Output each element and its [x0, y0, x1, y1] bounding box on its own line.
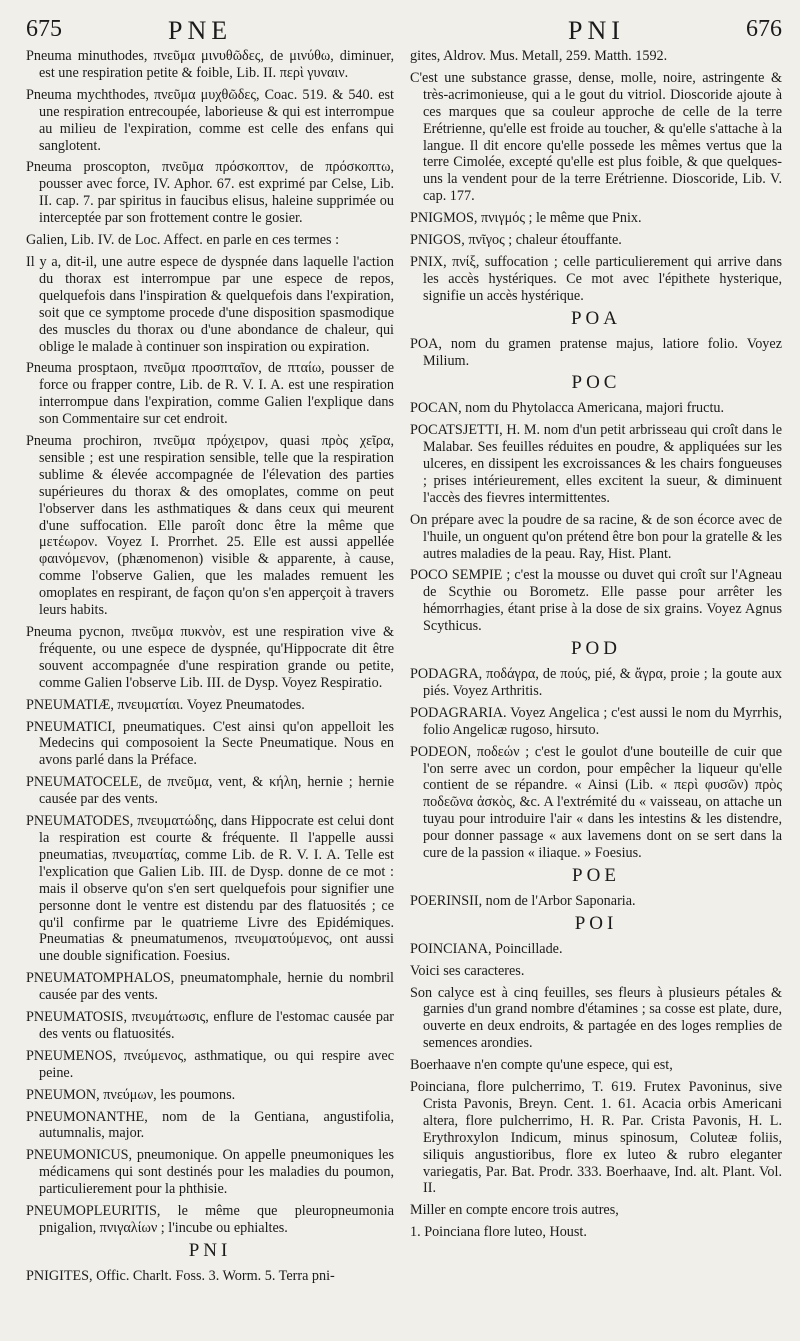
dictionary-entry: POCAN, nom du Phytolacca Americana, majori fructu. [410, 400, 725, 417]
section-letter-heading: POC [571, 372, 621, 394]
section-letter-heading: PNI [188, 1239, 232, 1261]
dictionary-entry: 1. Poinciana flore luteo, Houst. [410, 1224, 587, 1241]
dictionary-entry: PNIGMOS, πνιγμός ; le même que Pnix. [410, 210, 642, 227]
dictionary-entry: Il y a, dit-il, une autre espece de dyspnée dans laquelle l'action du thorax est interrompue par une espece de repos, quelquefois dans l'inspiration & quelquefois dans l'expiration, soit que ce symptome procede d'une disposition spasmodique des muscles du thorax ou d'une abondance de chaleur, qui oblige le malade à continuer son inspiration ou expiration. [26, 253, 394, 355]
dictionary-entry: PNIGITES, Offic. Charlt. Foss. 3. Worm. 5. Terra pni- [26, 1267, 335, 1284]
section-letter-heading: POD [570, 638, 621, 660]
dictionary-entry: PNEUMATOMPHALOS, pneumatomphale, hernie du nombril causée par des vents. [26, 970, 394, 1004]
dictionary-entry: On prépare avec la poudre de sa racine, & de son écorce avec de l'huile, un onguent qu'on prétend être bon pour la gratelle & les autres maladies de la peau. Ray, Hist. Plant. [410, 511, 782, 562]
section-letter-heading: POA [570, 307, 621, 329]
section-letter-heading: POI [574, 912, 618, 934]
right-page-number: 676 [746, 16, 782, 42]
dictionary-entry: Miller en compte encore trois autres, [410, 1202, 619, 1219]
dictionary-entry: PNEUMOPLEURITIS, le même que pleuropneumonia pnigalion, πνιγαλίων ; l'incube ou ephialtes. [26, 1203, 394, 1236]
dictionary-entry: Pneuma pycnon, πνεῦμα πυκνὸν, est une respiration vive & fréquente, ou une espece de dyspnée, qu'Hippocrate dit être souvent accompagnée d'une respiration grande ou petite, comme Galien l'observe Lib. III. de Dysp. Voyez Respiratio. [26, 624, 394, 691]
dictionary-entry: PNEUMATOCELE, de πνεῦμα, vent, & κήλη, hernie ; hernie causée par des vents. [26, 774, 394, 808]
dictionary-entry: Poinciana, flore pulcherrimo, T. 619. Frutex Pavoninus, sive Crista Pavonis, Breyn. Cent. 1. 61. Acacia orbis Americani altera, flore pulcherrimo, H. R. Par. Crista Pavonis, H. L. Erythroxylon Indicum, minus spinosum, Coluteæ foliis, siliquis angustioribus, flore ex luteo & rubro eleganter variegatis, Par. Bat. Prodr. 333. Boerhaave, Ind. alt. Plant. Vol. II. [410, 1079, 782, 1197]
dictionary-entry: POCATSJETTI, H. M. nom d'un petit arbrisseau qui croît dans le Malabar. Ses feuilles réduites en poudre, & appliquées sur les ulceres, en dissipent les excroissances & les chairs fongueuses ; prises intérieurement, elles excitent la sueur, & diminuent l'accès des fievres intermittentes. [410, 422, 782, 506]
left-page-number: 675 [26, 16, 62, 42]
dictionary-entry: PODAGRA, ποδάγρα, de πούς, pié, & ἄγρα, proie ; la goute aux piés. Voyez Arthritis. [410, 666, 782, 699]
dictionary-entry: Boerhaave n'en compte qu'une espece, qui est, [410, 1057, 673, 1074]
dictionary-entry: PNEUMONANTHE, nom de la Gentiana, angustifolia, autumnalis, major. [26, 1108, 394, 1142]
left-text-column [26, 48, 394, 1290]
right-text-column [410, 48, 782, 1246]
dictionary-entry: PNEUMATIÆ, πνευματίαι. Voyez Pneumatodes. [26, 696, 305, 713]
left-running-head: PNE [168, 16, 233, 45]
dictionary-entry: PNEUMATODES, πνευματώδης, dans Hippocrate est celui dont la respiration est courte & fréquente. Il l'appelle aussi pneumatias, πνευματίας, comme Lib. de R. V. I. A. Telle est l'explication que Galien Lib. III. de Dysp. donne de ce mot : mais il observe qu'on s'en sert quelquefois pour signifier une personne dont le ventre est distendu par des flatuosités ; ce qu'il confirme par le quatrieme Livre des Epidémiques. Pneumatias & pneumatumenos, πνευματούμενος, ont aussi une double signification. Foesius. [26, 813, 394, 965]
dictionary-entry: PNEUMENOS, πνεύμενος, asthmatique, ou qui respire avec peine. [26, 1047, 394, 1081]
dictionary-entry: PNIX, πνίξ, suffocation ; celle particulierement qui arrive dans les accès hystériques. Ce mot avec l'épithete hysterique, signifie un accès hystérique. [410, 253, 782, 304]
dictionary-entry: gites, Aldrov. Mus. Metall, 259. Matth. 1592. [410, 48, 668, 64]
dictionary-entry: Pneuma prosptaon, πνεῦμα προσπταῖον, de πταίω, pousser de force ou frapper contre, Lib. de R. V. I. A. est une respiration interrompue dans l'expiration, comme Galien l'explique dans son Commentaire sur cet endroit. [26, 360, 394, 428]
dictionary-entry: Galien, Lib. IV. de Loc. Affect. en parle en ces termes : [26, 232, 340, 249]
dictionary-entry: Pneuma prochiron, πνεῦμα πρόχειρον, quasi πρὸς χεῖρα, sensible ; est une respiration sensible, telle que la respiration sublime & élevée accompagnée de l'élevation des parties supérieures du thorax & des omoplates, comme on peut l'observer dans les asthmatiques & dans ceux qui meurent d'une suffocation. Elle paroît donc être la même que μετέωρον. Voyez I. Prorrhet. 25. Elle est aussi appellée φαινόμενον, (phænomenon) visible & apparente, à cause, comme l'observe Galien, que les malades remuent les omoplates en respirant, de façon qu'on s'en apperçoit à travers leurs habits. [26, 433, 394, 619]
section-letter-heading: POE [572, 864, 620, 886]
dictionary-entry: PNEUMONICUS, pneumonique. On appelle pneumoniques les médicamens qui sont destinés pour les maladies du poumon, particulierement pour la phthisie. [26, 1147, 394, 1198]
dictionary-entry: Pneuma mychthodes, πνεῦμα μυχθῶδες, Coac. 519. & 540. est une respiration entrecoupée, laborieuse & qui est interrompue au milieu de l'expiration, comme est celle des enfans qui sanglotent. [26, 86, 394, 154]
dictionary-entry: POINCIANA, Poincillade. [410, 940, 563, 957]
dictionary-entry: Voici ses caracteres. [410, 962, 525, 979]
dictionary-entry: PODEON, ποδεών ; c'est le goulot d'une bouteille de cuir que l'on serre avec un cordon, pour empêcher la liqueur qu'elle contient de se répandre. « Ainsi (Lib. « περὶ φυσῶν) πρὸς ποδεῶνα ἀσκὸς, &c. A l'extrémité du « vaisseau, on attache un tuyau pour introduire l'air « dans les intestins & les distendre, pour donner passage « aux lavemens dont on se sert dans la cure de la passion « iliaque. » Foesius. [410, 743, 782, 862]
dictionary-entry: POERINSII, nom de l'Arbor Saponaria. [410, 892, 636, 909]
dictionary-entry: PNEUMATOSIS, πνευμάτωσις, enflure de l'estomac causée par des vents ou flatuosités. [26, 1009, 394, 1042]
dictionary-entry: Pneuma minuthodes, πνεῦμα μινυθῶδες, de μινύθω, diminuer, est une respiration petite & foible, Lib. II. περὶ γυναιν. [26, 48, 394, 81]
dictionary-entry: POA, nom du gramen pratense majus, latiore folio. Voyez Milium. [410, 335, 782, 369]
dictionary-entry: PNEUMON, πνεύμων, les poumons. [26, 1086, 236, 1103]
dictionary-entry: C'est une substance grasse, dense, molle, noire, astringente & très-acrimonieuse, qui a le gout du vitriol. Dioscoride ajoute à ces marques que sa couleur approche de celle de la terre Erétrienne, qu'elle est froide au toucher, & qu'elle s'attache à la langue. Il dit encore qu'elle possede les mêmes vertus que la terre Cimolée, excepté qu'elle est plus foible, & que quelques-uns la vendent pour de la terre Erétrienne. Dioscoride, Lib. V. cap. 177. [410, 69, 782, 205]
dictionary-entry: PODAGRARIA. Voyez Angelica ; c'est aussi le nom du Myrrhis, folio Angelicæ rugoso, hirsuto. [410, 704, 782, 738]
dictionary-entry: POCO SEMPIE ; c'est la mousse ou duvet qui croît sur l'Agneau de Scythie ou Borometz. Elle passe pour arrêter les hémorrhagies, étant prise à la dose de six grains. Voyez Agnus Scythicus. [410, 567, 782, 635]
right-running-head: PNI [568, 16, 625, 45]
dictionary-entry: Son calyce est à cinq feuilles, ses fleurs à plusieurs pétales & garnies d'un grand nombre d'étamines ; sa cosse est plate, dure, ouverte en deux endroits, & partagée en des loges remplies de semences arondies. [410, 984, 782, 1052]
dictionary-entry: PNEUMATICI, pneumatiques. C'est ainsi qu'on appelloit les Medecins qui composoient la Secte Pneumatique. Nous en avons parlé dans la Préface. [26, 718, 394, 769]
dictionary-entry: Pneuma proscopton, πνεῦμα πρόσκοπτον, de πρόσκοπτω, pousser avec force, IV. Aphor. 67. est exprimé par Celse, Lib. II. cap. 7. par spiritus in faucibus elisus, haleine supprimée ou interceptée par son frottement contre le gosier. [26, 159, 394, 227]
dictionary-entry: PNIGOS, πνῖγος ; chaleur étouffante. [410, 232, 622, 249]
